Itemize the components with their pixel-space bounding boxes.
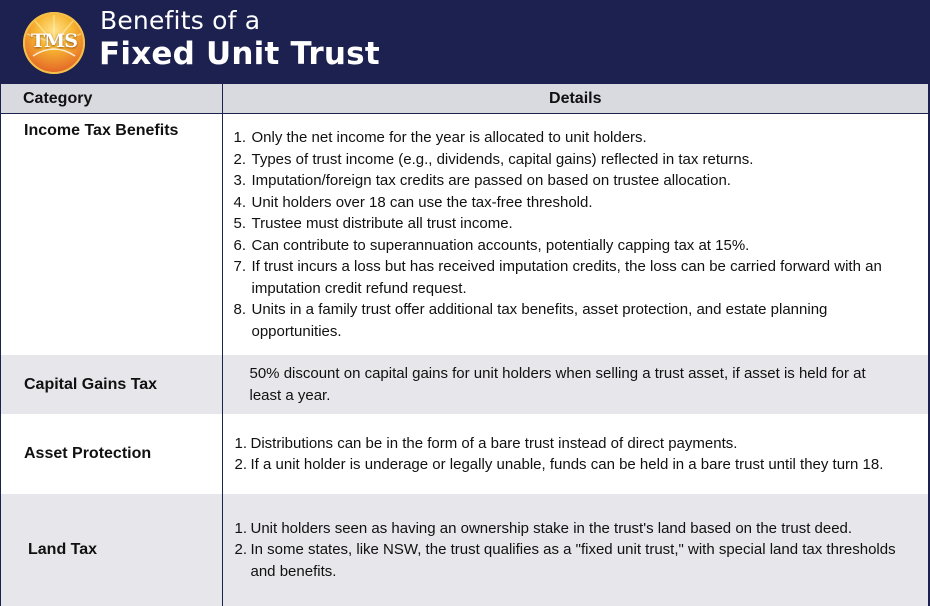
list-item-text: Unit holders seen as having an ownership stake in the trust's land based on the trust deed. bbox=[250, 519, 853, 537]
list-item-text: Units in a family trust offer additional tax benefits, asset protection, and estate planning opportunities. bbox=[251, 301, 828, 340]
list-item bbox=[233, 192, 921, 214]
list-item bbox=[233, 235, 921, 257]
tms-logo bbox=[23, 12, 85, 74]
list-item-text: If a unit holder is underage or legally unable, funds can be held in a bare trust until they turn 18. bbox=[250, 456, 884, 473]
list-item-text: Types of trust income (e.g., dividends, capital gains) reflected in tax returns. bbox=[251, 150, 754, 168]
list-item bbox=[234, 518, 923, 540]
list-number: 7. bbox=[233, 258, 247, 275]
list-number: 1. bbox=[233, 129, 247, 146]
title-line-1: Benefits of a bbox=[100, 6, 261, 35]
benefits-table bbox=[1, 84, 928, 606]
list-number: 1. bbox=[234, 519, 248, 537]
list-item bbox=[234, 539, 923, 582]
category-cell: Income Tax Benefits bbox=[1, 114, 222, 356]
list-number: 8. bbox=[233, 301, 247, 318]
list-item bbox=[233, 127, 921, 149]
details-cell bbox=[222, 414, 928, 494]
list-number: 2. bbox=[234, 541, 248, 559]
list-item bbox=[233, 256, 921, 299]
details-cell bbox=[222, 494, 928, 606]
details-cell bbox=[222, 114, 928, 356]
list-item-text: Unit holders over 18 can use the tax-free threshold. bbox=[251, 193, 593, 211]
details-list bbox=[223, 518, 929, 583]
details-list bbox=[223, 121, 929, 348]
list-item-text: If trust incurs a loss but has received imputation credits, the loss can be carried forward with an imputation credit refund request. bbox=[251, 258, 882, 297]
list-item-text: Imputation/foreign tax credits are passed on based on trustee allocation. bbox=[251, 172, 731, 189]
list-item bbox=[234, 433, 923, 455]
list-item bbox=[233, 149, 921, 171]
table-row bbox=[1, 414, 928, 494]
category-cell: Capital Gains Tax bbox=[1, 355, 222, 414]
table-row bbox=[1, 494, 928, 606]
list-number: 4. bbox=[233, 193, 247, 211]
list-item bbox=[233, 213, 921, 235]
list-number: 2. bbox=[233, 150, 247, 168]
logo-text: TMS bbox=[31, 30, 77, 52]
table-header-row bbox=[1, 84, 928, 114]
list-item bbox=[234, 454, 923, 476]
page-title: Fixed Unit Trust bbox=[99, 36, 380, 72]
details-list bbox=[223, 433, 929, 476]
category-cell: Asset Protection bbox=[1, 414, 222, 494]
details-text: 50% discount on capital gains for unit holders when selling a trust asset, if asset is held for at least a year. bbox=[249, 365, 866, 404]
list-item-text: Can contribute to superannuation accounts, potentially capping tax at 15%. bbox=[251, 236, 750, 254]
list-item-text: Only the net income for the year is allocated to unit holders. bbox=[251, 129, 647, 146]
column-header-details: Details bbox=[222, 84, 928, 114]
benefits-table-container bbox=[1, 84, 928, 599]
list-item bbox=[233, 299, 921, 342]
table-row bbox=[1, 355, 928, 414]
table-row bbox=[1, 114, 928, 356]
list-number: 2. bbox=[234, 456, 248, 473]
details-cell bbox=[222, 355, 928, 414]
list-item-text: In some states, like NSW, the trust qualifies as a "fixed unit trust," with special land tax thresholds and benefits. bbox=[250, 541, 896, 580]
column-header-category: Category bbox=[1, 84, 222, 114]
list-item bbox=[233, 170, 921, 192]
list-item-text: Trustee must distribute all trust income. bbox=[251, 215, 513, 232]
category-cell: Land Tax bbox=[1, 494, 222, 606]
list-number: 1. bbox=[234, 434, 248, 452]
list-item-text: Distributions can be in the form of a bare trust instead of direct payments. bbox=[250, 434, 738, 452]
header-banner bbox=[0, 0, 930, 84]
list-number: 5. bbox=[233, 215, 247, 232]
list-number: 3. bbox=[233, 172, 247, 189]
list-number: 6. bbox=[233, 236, 247, 254]
